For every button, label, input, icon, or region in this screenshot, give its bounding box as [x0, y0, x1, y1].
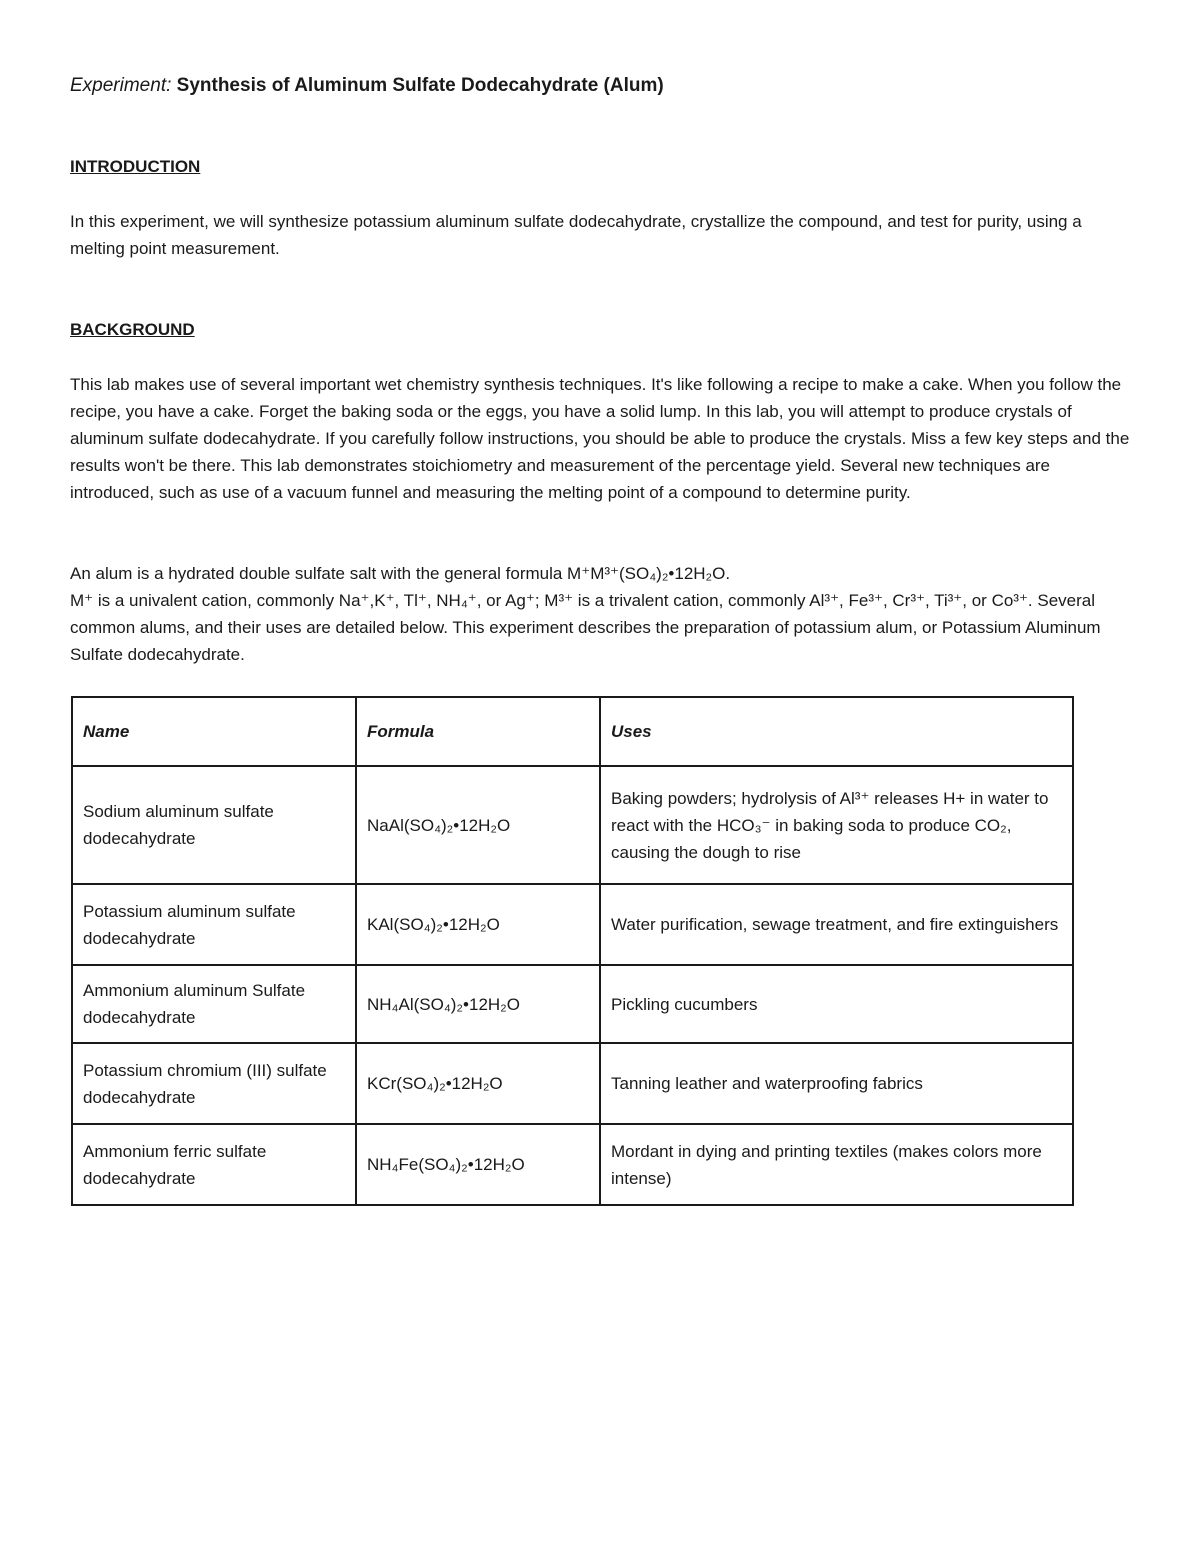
cell-name: Ammonium aluminum Sulfate dodecahydrate: [72, 965, 356, 1043]
cell-uses: Baking powders; hydrolysis of Al³⁺ releases H+ in water to react with the HCO₃⁻ in baking soda to produce CO₂, causing the dough to rise: [600, 766, 1073, 884]
cell-uses: Pickling cucumbers: [600, 965, 1073, 1043]
header-uses: Uses: [600, 697, 1073, 766]
cell-uses: Tanning leather and waterproofing fabrics: [600, 1043, 1073, 1124]
introduction-heading: INTRODUCTION: [70, 157, 201, 176]
cation-description: M⁺ is a univalent cation, commonly Na⁺,K⁺, Tl⁺, NH₄⁺, or Ag⁺; M³⁺ is a trivalent cation, commonly Al³⁺, Fe³⁺, Cr³⁺, Ti³⁺, or Co³⁺. Several common alums, and their uses are detailed below. This experiment describes the preparation of potassium alum, or Potassium Aluminum Sulfate dodecahydrate.: [70, 591, 1101, 664]
table-row: [72, 766, 1073, 884]
cell-formula: NH₄Fe(SO₄)₂•12H₂O: [356, 1124, 600, 1205]
alum-table: [71, 696, 1074, 1206]
cell-name: Potassium aluminum sulfate dodecahydrate: [72, 884, 356, 965]
header-formula: Formula: [356, 697, 600, 766]
background-paragraph-1: This lab makes use of several important wet chemistry synthesis techniques. It's like following a recipe to make a cake. When you follow the recipe, you have a cake. Forget the baking soda or the eggs, you have a solid lump. In this lab, you will attempt to produce crystals of aluminum sulfate dodecahydrate. If you carefully follow instructions, you should be able to produce the crystals. Miss a few key steps and the results won't be there. This lab demonstrates stoichiometry and measurement of the percentage yield. Several new techniques are introduced, such as use of a vacuum funnel and measuring the melting point of a compound to determine purity.: [70, 375, 1130, 502]
cell-name: Potassium chromium (III) sulfate dodecahydrate: [72, 1043, 356, 1124]
header-name: Name: [72, 697, 356, 766]
cell-formula: NH₄Al(SO₄)₂•12H₂O: [356, 965, 600, 1043]
general-formula-line: An alum is a hydrated double sulfate salt with the general formula M⁺M³⁺(SO₄)₂•12H₂O.: [70, 564, 731, 583]
title-main: Synthesis of Aluminum Sulfate Dodecahydrate (Alum): [176, 75, 664, 96]
table-row: [72, 1043, 1073, 1124]
table-header-row: [72, 697, 1073, 766]
cell-uses: Mordant in dying and printing textiles (makes colors more intense): [600, 1124, 1073, 1205]
title-prefix: Experiment:: [70, 75, 172, 96]
background-paragraph-2: [70, 560, 1130, 668]
cell-formula: KCr(SO₄)₂•12H₂O: [356, 1043, 600, 1124]
document-title: [70, 72, 664, 100]
background-heading: BACKGROUND: [70, 320, 195, 339]
cell-formula: NaAl(SO₄)₂•12H₂O: [356, 766, 600, 884]
table-row: [72, 1124, 1073, 1205]
cell-formula: KAl(SO₄)₂•12H₂O: [356, 884, 600, 965]
cell-name: Ammonium ferric sulfate dodecahydrate: [72, 1124, 356, 1205]
table-row: [72, 965, 1073, 1043]
table-row: [72, 884, 1073, 965]
cell-name: Sodium aluminum sulfate dodecahydrate: [72, 766, 356, 884]
cell-uses: Water purification, sewage treatment, and fire extinguishers: [600, 884, 1073, 965]
introduction-text: In this experiment, we will synthesize potassium aluminum sulfate dodecahydrate, crystallize the compound, and test for purity, using a melting point measurement.: [70, 212, 1082, 258]
